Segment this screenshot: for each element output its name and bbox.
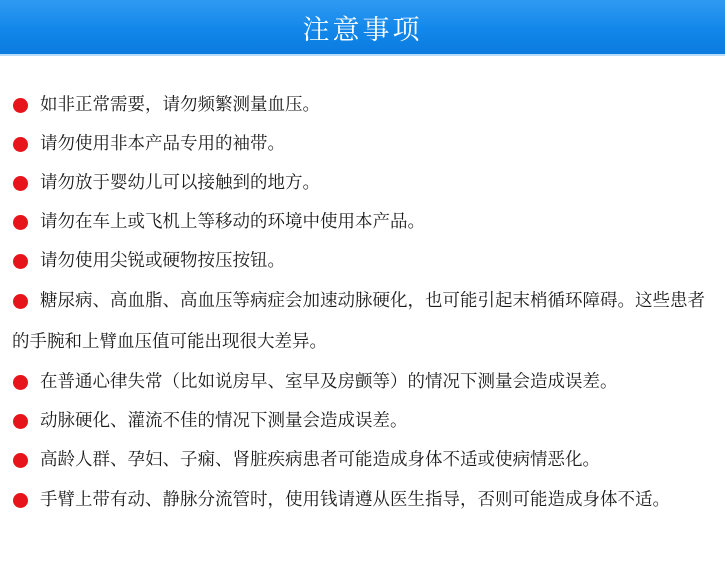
list-item <box>0 480 725 521</box>
list-item <box>0 281 725 363</box>
list-item-text: 动脉硬化、灌流不佳的情况下测量会造成误差。 <box>40 411 408 431</box>
list-item-text: 请勿使用非本产品专用的袖带。 <box>40 134 285 154</box>
red-dot-bullet-icon <box>13 176 28 191</box>
page-title: 注意事项 <box>302 14 423 46</box>
list-item <box>0 402 725 441</box>
red-dot-bullet-icon <box>13 98 28 113</box>
list-item-text: 糖尿病、高血脂、高血压等病症会加速动脉硬化，也可能引起末梢循环障碍。这些患者的手腕和上臂血压值可能出现很大差异。 <box>12 291 705 352</box>
list-item-text: 请勿在车上或飞机上等移动的环境中使用本产品。 <box>40 212 425 232</box>
list-item <box>0 203 725 242</box>
list-item <box>0 86 725 125</box>
red-dot-bullet-icon <box>13 414 28 429</box>
list-item <box>0 164 725 203</box>
red-dot-bullet-icon <box>13 453 28 468</box>
red-dot-bullet-icon <box>13 294 28 309</box>
list-item <box>0 125 725 164</box>
precautions-list <box>0 86 725 521</box>
list-item-text: 如非正常需要，请勿频繁测量血压。 <box>40 95 320 115</box>
list-item-text: 请勿放于婴幼儿可以接触到的地方。 <box>40 173 320 193</box>
list-item <box>0 363 725 402</box>
red-dot-bullet-icon <box>13 215 28 230</box>
red-dot-bullet-icon <box>13 493 28 508</box>
list-item-text: 请勿使用尖锐或硬物按压按钮。 <box>40 251 285 271</box>
list-item-text: 在普通心律失常（比如说房早、室早及房颤等）的情况下测量会造成误差。 <box>40 372 618 392</box>
red-dot-bullet-icon <box>13 254 28 269</box>
red-dot-bullet-icon <box>13 375 28 390</box>
list-item-text: 手臂上带有动、静脉分流管时，使用钱请遵从医生指导，否则可能造成身体不适。 <box>40 490 670 510</box>
list-item-text: 高龄人群、孕妇、子痫、肾脏疾病患者可能造成身体不适或使病情恶化。 <box>40 450 600 470</box>
list-item <box>0 242 725 281</box>
red-dot-bullet-icon <box>13 137 28 152</box>
list-item <box>0 441 725 480</box>
title-banner <box>0 0 725 56</box>
